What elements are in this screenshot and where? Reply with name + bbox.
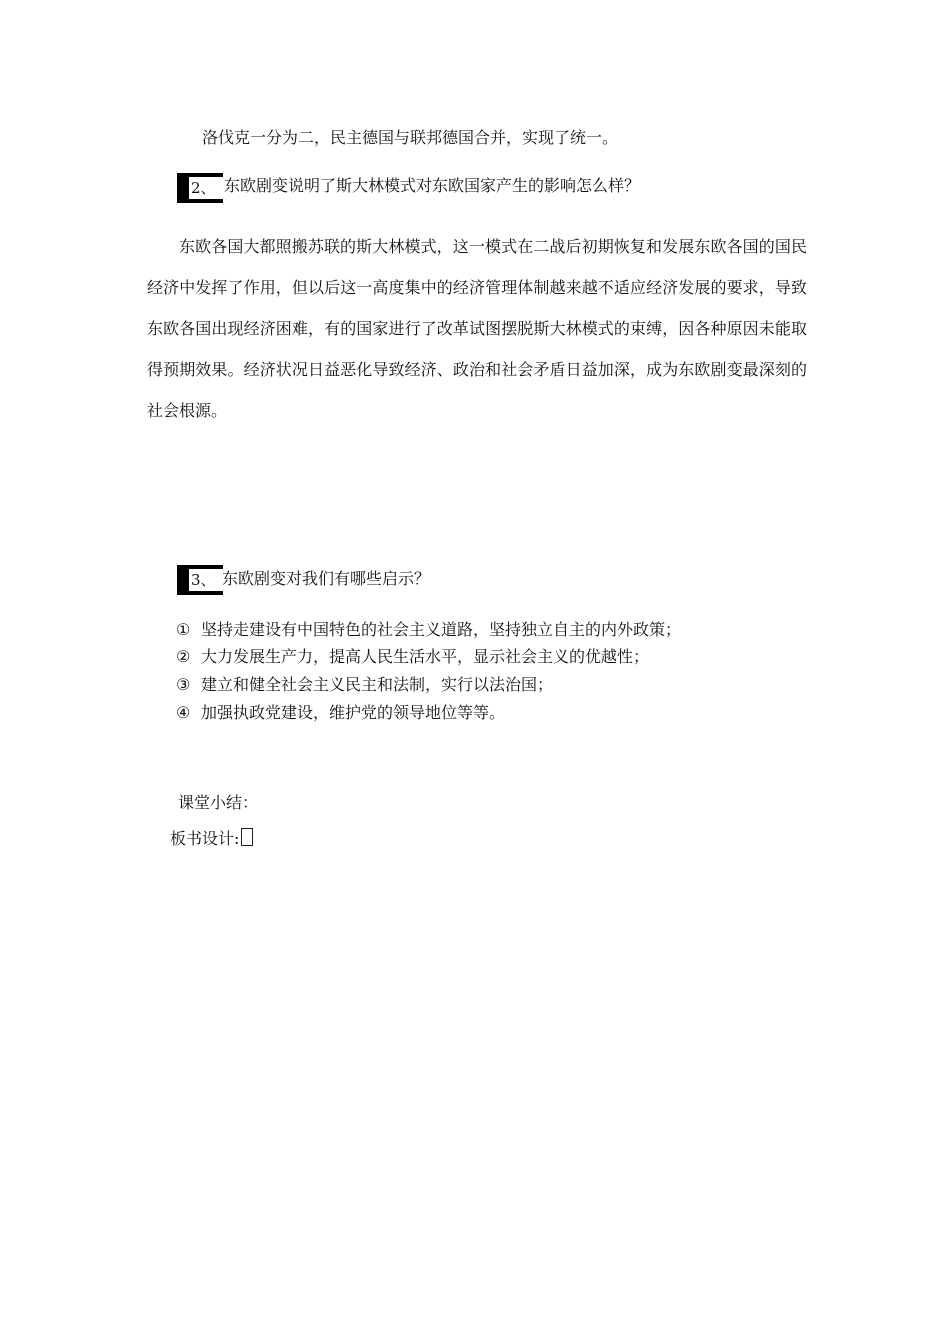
text-cursor-box[interactable]	[241, 828, 253, 846]
question-3-marker	[177, 565, 223, 595]
list-item	[176, 674, 553, 696]
list-item-mark: ①	[176, 620, 191, 639]
question-3-number: 3、	[189, 569, 224, 591]
list-item-text: 坚持走建设有中国特色的社会主义道路，坚持独立自主的内外政策；	[201, 620, 682, 639]
question-3-text: 东欧剧变对我们有哪些启示？	[222, 569, 431, 588]
list-item	[176, 702, 505, 724]
list-item-mark: ④	[176, 703, 191, 722]
board-design-line	[170, 828, 253, 850]
list-item-mark: ②	[176, 647, 191, 666]
list-item-text: 加强执政党建设，维护党的领导地位等等。	[201, 703, 506, 722]
list-item	[176, 619, 681, 641]
list-item	[176, 646, 649, 668]
question-2-marker	[177, 173, 223, 203]
board-design-label: 板书设计:	[170, 829, 240, 848]
continuation-line: 洛伐克一分为二，民主德国与联邦德国合并，实现了统一。	[202, 128, 619, 147]
question-2-text: 东欧剧变说明了斯大林模式对东欧国家产生的影响怎么样？	[224, 176, 641, 195]
class-summary-label: 课堂小结：	[178, 793, 259, 812]
list-item-mark: ③	[176, 675, 191, 694]
list-item-text: 建立和健全社会主义民主和法制，实行以法治国；	[201, 675, 554, 694]
answer-2-paragraph: 东欧各国大都照搬苏联的斯大林模式，这一模式在二战后初期恢复和发展东欧各国的国民经济中发挥了作用，但以后这一高度集中的经济管理体制越来越不适应经济发展的要求，导致东欧各国出现经济困难，有的国家进行了改革试图摆脱斯大林模式的束缚，因各种原因未能取得预期效果。经济状况日益恶化导致经济、政治和社会矛盾日益加深，成为东欧剧变最深刻的社会根源。	[147, 237, 807, 420]
list-item-text: 大力发展生产力，提高人民生活水平，显示社会主义的优越性；	[201, 647, 650, 666]
question-2-number: 2、	[189, 177, 224, 199]
